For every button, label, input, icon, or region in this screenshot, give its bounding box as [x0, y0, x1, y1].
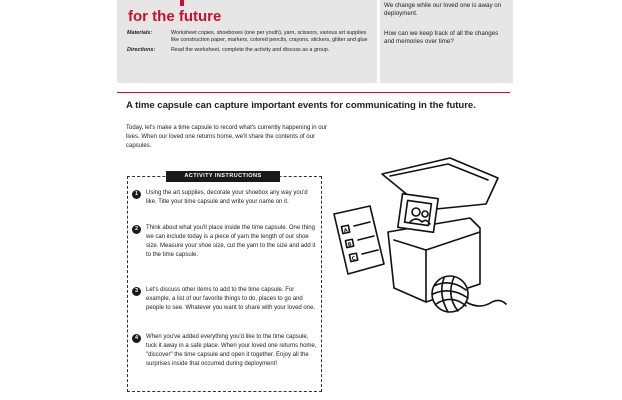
step-4: [132, 333, 318, 369]
list-letter-c: C: [351, 255, 357, 263]
directions-label: Directions:: [127, 47, 156, 53]
header-meta: [127, 30, 372, 57]
materials-row: [127, 30, 372, 44]
time-capsule-illustration: [330, 152, 510, 322]
sidebar-question-2: How can we keep track of all the changes and memories over time?: [384, 30, 499, 45]
list-letter-a: A: [343, 227, 349, 235]
materials-label: Materials:: [127, 30, 153, 36]
directions-text: Read the worksheet, complete the activity and discuss as a group.: [171, 47, 330, 53]
section-divider: [117, 92, 510, 93]
step-1: [132, 189, 318, 207]
activity-banner: ACTIVITY INSTRUCTIONS: [166, 171, 280, 182]
step-2: [132, 224, 318, 260]
headline: A time capsule can capture important events for communicating in the future.: [126, 100, 476, 111]
step-text: When you've added everything you'd like to the time capsule, tuck it away in a safe place. When your loved one returns home, "discover" the time capsule and open it together. Enjoy all the surprises inside that occurred during deployment!: [146, 334, 317, 367]
page-title-fragment: for the future: [128, 8, 222, 25]
step-text: Let's discuss other items to add to the time capsule. For example, a list of our favorite things to do, places to go and people to see. Whatever you want to share with your loved one.: [146, 287, 316, 311]
step-number: 3: [132, 287, 141, 296]
materials-text: Worksheet copies, shoeboxes (one per youth), yarn, scissors, various art supplies like construction paper, markers, colored pencils, crayons, stickers, glitter and glue: [171, 30, 368, 43]
list-letter-b: B: [347, 241, 353, 249]
step-3: [132, 286, 318, 313]
step-text: Using the art supplies, decorate your shoebox any way you'd like. Title your time capsule and write your name on it.: [146, 190, 308, 205]
step-text: Think about what you'll place inside the time capsule. One thing we can include today is a piece of yarn the length of our shoe size. Measure your shoe size, cut the yarn to the size and add it to the time capsule.: [146, 225, 316, 258]
intro-paragraph: Today, let's make a time capsule to record what's currently happening in our lives. When our loved one returns home, we'll share the contents of our capsules.: [126, 125, 327, 149]
directions-row: [127, 47, 372, 54]
step-number: 4: [132, 334, 141, 343]
photo-frame-icon: [398, 194, 438, 233]
step-number: 2: [132, 225, 141, 234]
sidebar-question-1: We change while our loved one is away on deployment.: [384, 2, 502, 17]
step-number: 1: [132, 190, 141, 199]
